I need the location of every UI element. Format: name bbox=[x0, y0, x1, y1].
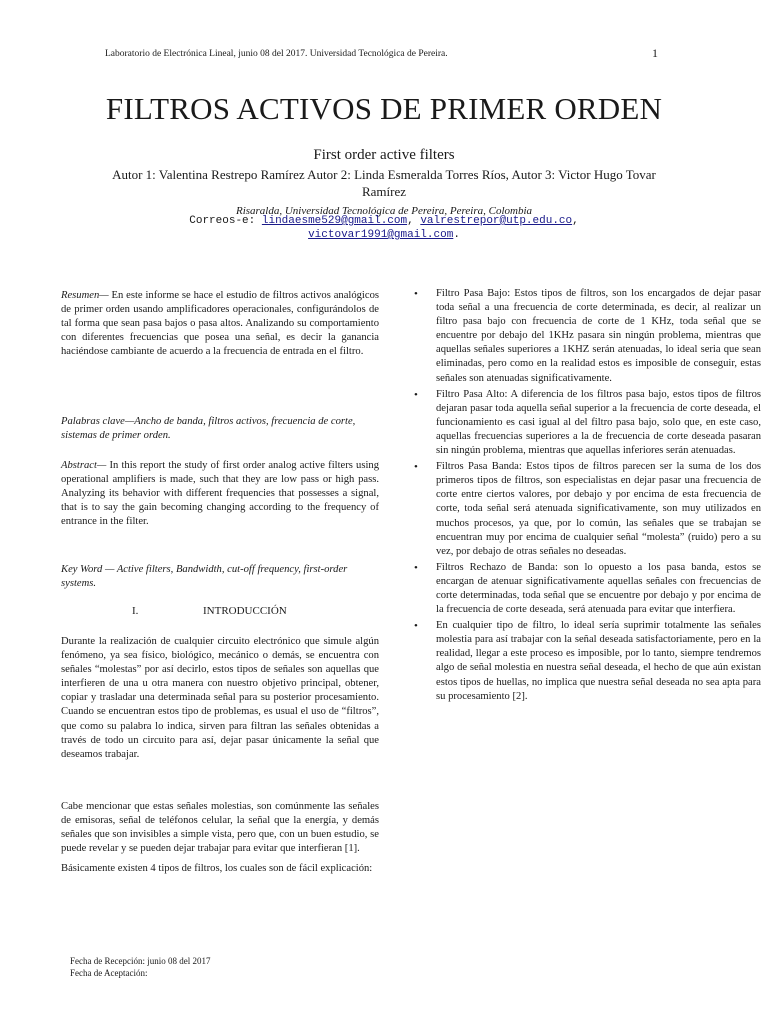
list-item-text: Filtros Rechazo de Banda: son lo opuesto a los pasa banda, estos se encargan de atenuar significativamente aquellas señales con frecuencias de corte determinadas, toda señal que se encuentre por debajo y por encima de la frecuencia de corte deseada, será atenuada para evitar que interfiera. bbox=[436, 561, 761, 616]
emails: Correos-e: lindaesme529@gmail.com, valrestrepor@utp.edu.co, victovar1991@gmail.com. bbox=[189, 215, 579, 241]
abstract-text: In this report the study of first order analog active filters using operational amplifiers is made, such that they are low pass or high pass. Analyzing its behavior with different frequencies that possesses a signal, that is to say the gain becoming changing according to the frequency of entrance in the filter. bbox=[61, 460, 379, 528]
bullet-icon: • bbox=[414, 561, 418, 574]
list-item-text: Filtro Pasa Bajo: Estos tipos de filtros, son los encargados de dejar pasar toda señal a una frecuencia de corte determinada, es decir, al realizar un filtro pasa bajo con frecuencia de corte de 1 KHz, toda señal que se encuentre por debajo del 1KHz pasara sin ningún problema, mientras que aquellas señales superiores a 1KHZ serán atenuadas, lo ideal seria que sean eliminadas, pero como en la realidad estos es imposible de conseguir, estas señales son atenuadas significativamente. bbox=[436, 288, 761, 384]
bullet-icon: • bbox=[414, 620, 418, 633]
bullet-icon: • bbox=[414, 388, 418, 401]
fecha-recepcion: Fecha de Recepción: junio 08 del 2017 bbox=[70, 956, 211, 966]
list-item bbox=[414, 388, 761, 458]
list-item bbox=[414, 619, 761, 704]
list-item-text: Filtros Pasa Banda: Estos tipos de filtros parecen ser la suma de los dos primeros tipos de filtros, son especialistas en dejar pasar una frecuencia de corte entre ciertos valores, por debajo y por encima de esta frecuencia de corte, toda señal será atenuada significativamente, son muy utilizados en muchos procesos, ya que, por lo común, las señales que se trabajan se encuentran muy por encima de cualquier señal “molesta” (ruido) pero a su vez, por debajo de otras señales no deseadas. bbox=[436, 461, 761, 557]
filter-types-list bbox=[414, 287, 761, 706]
intro-paragraph-2: Cabe mencionar que estas señales molestias, son comúnmente las señales de emisoras, señal de teléfonos celular, la señal que la energía, y demás señales que son invisibles a simple vista, pero que, con un buen estudio, se puede revelar y se pueden dejar trabajar para evitar que interfieran [1]. bbox=[61, 801, 379, 855]
emails-label: Correos-e: bbox=[189, 215, 256, 227]
running-header: Laboratorio de Electrónica Lineal, junio 08 del 2017. Universidad Tecnológica de Pereira. bbox=[105, 49, 448, 59]
email-link-2[interactable]: valrestrepor@utp.edu.co bbox=[420, 215, 573, 227]
intro-paragraph-3: Básicamente existen 4 tipos de filtros, los cuales son de fácil explicación: bbox=[61, 863, 373, 874]
key-words: Key Word — Active filters, Bandwidth, cut-off frequency, first-order systems. bbox=[61, 564, 348, 590]
paper-title: FILTROS ACTIVOS DE PRIMER ORDEN bbox=[105, 91, 663, 126]
paper-subtitle: First order active filters bbox=[313, 147, 455, 163]
list-item bbox=[414, 460, 761, 559]
abstract-label: Abstract— bbox=[61, 460, 107, 471]
resumen bbox=[61, 289, 379, 359]
email-link-1[interactable]: lindaesme529@gmail.com bbox=[261, 215, 408, 227]
authors: Autor 1: Valentina Restrepo Ramírez Autor 2: Linda Esmeralda Torres Ríos, Autor 3: Victor Hugo Tovar Ramírez bbox=[112, 167, 656, 199]
resumen-text: En este informe se hace el estudio de filtros activos analógicos de primer orden usando amplificadores operacionales, configurándolos de tal forma que sean pasa bajos o pasa altos. Analizando su comportamiento con diferentes frecuencias que posea una señal, es decir la ganancia haciéndose cambiante de acuerdo a la frecuencia de entrada en el filtro. bbox=[61, 290, 379, 358]
fecha-aceptacion: Fecha de Aceptación: bbox=[70, 968, 148, 978]
email-link-3[interactable]: victovar1991@gmail.com bbox=[308, 229, 454, 241]
list-item bbox=[414, 561, 761, 617]
palabras-clave: Palabras clave—Ancho de banda, filtros activos, frecuencia de corte, sistemas de primer orden. bbox=[61, 416, 356, 442]
list-item-text: En cualquier tipo de filtro, lo ideal sería suprimir totalmente las señales molestia para así trabajar con la señal deseada satisfactoriamente, pero en la realidad, llegar a este proceso es imposible, por lo tanto, siempre tendremos algo de señal molestia en nuestra señal deseada, el hecho de que aún existan estos tipos de huellas, no implica que nuestra señal deseada no sea apta para su procesamiento [2]. bbox=[436, 620, 761, 702]
bullet-icon: • bbox=[414, 288, 418, 300]
list-item bbox=[414, 287, 761, 386]
section-number: I. bbox=[132, 605, 139, 617]
affiliation: Risaralda, Universidad Tecnológica de Pereira, Pereira, Colombia bbox=[235, 205, 533, 217]
page-number: 1 bbox=[652, 46, 658, 60]
resumen-label: Resumen— bbox=[61, 290, 109, 301]
abstract bbox=[61, 459, 379, 529]
section-title: INTRODUCCIÓN bbox=[203, 605, 287, 617]
list-item-text: Filtro Pasa Alto: A diferencia de los filtros pasa bajo, estos tipos de filtros dejaran pasar toda aquella señal superior a la frecuencia de corte deseada, el funcionamiento es casi igual al del filtro pasa bajo, solo que, en este caso, aquellas frecuencias superiores a la de frecuencia de corte deseada pasaran sin ningún problema, mientras que aquellas inferiores serán atenuadas. bbox=[436, 388, 761, 457]
footer-dates bbox=[70, 955, 210, 979]
bullet-icon: • bbox=[414, 461, 418, 474]
intro-paragraph-1: Durante la realización de cualquier circuito electrónico que simule algún fenómeno, ya sea físico, biológico, mecánico o demás, se encuentra con señales “molestas” por así decirlo, estos tipos de señales son aquellas que interfieren de una u otra manera con nuestro objetivo principal, obtener, copiar y trasladar una determinada señal para su posterior procesamiento. Cuando se encuentran estos tipo de problemas, es usual el uso de “filtros”, que como su palabra lo indica, sirven para filtran las señales obtenidas a través de todo un circuito para así, dejar pasar únicamente la señal que deseamos trabajar. bbox=[61, 636, 379, 760]
